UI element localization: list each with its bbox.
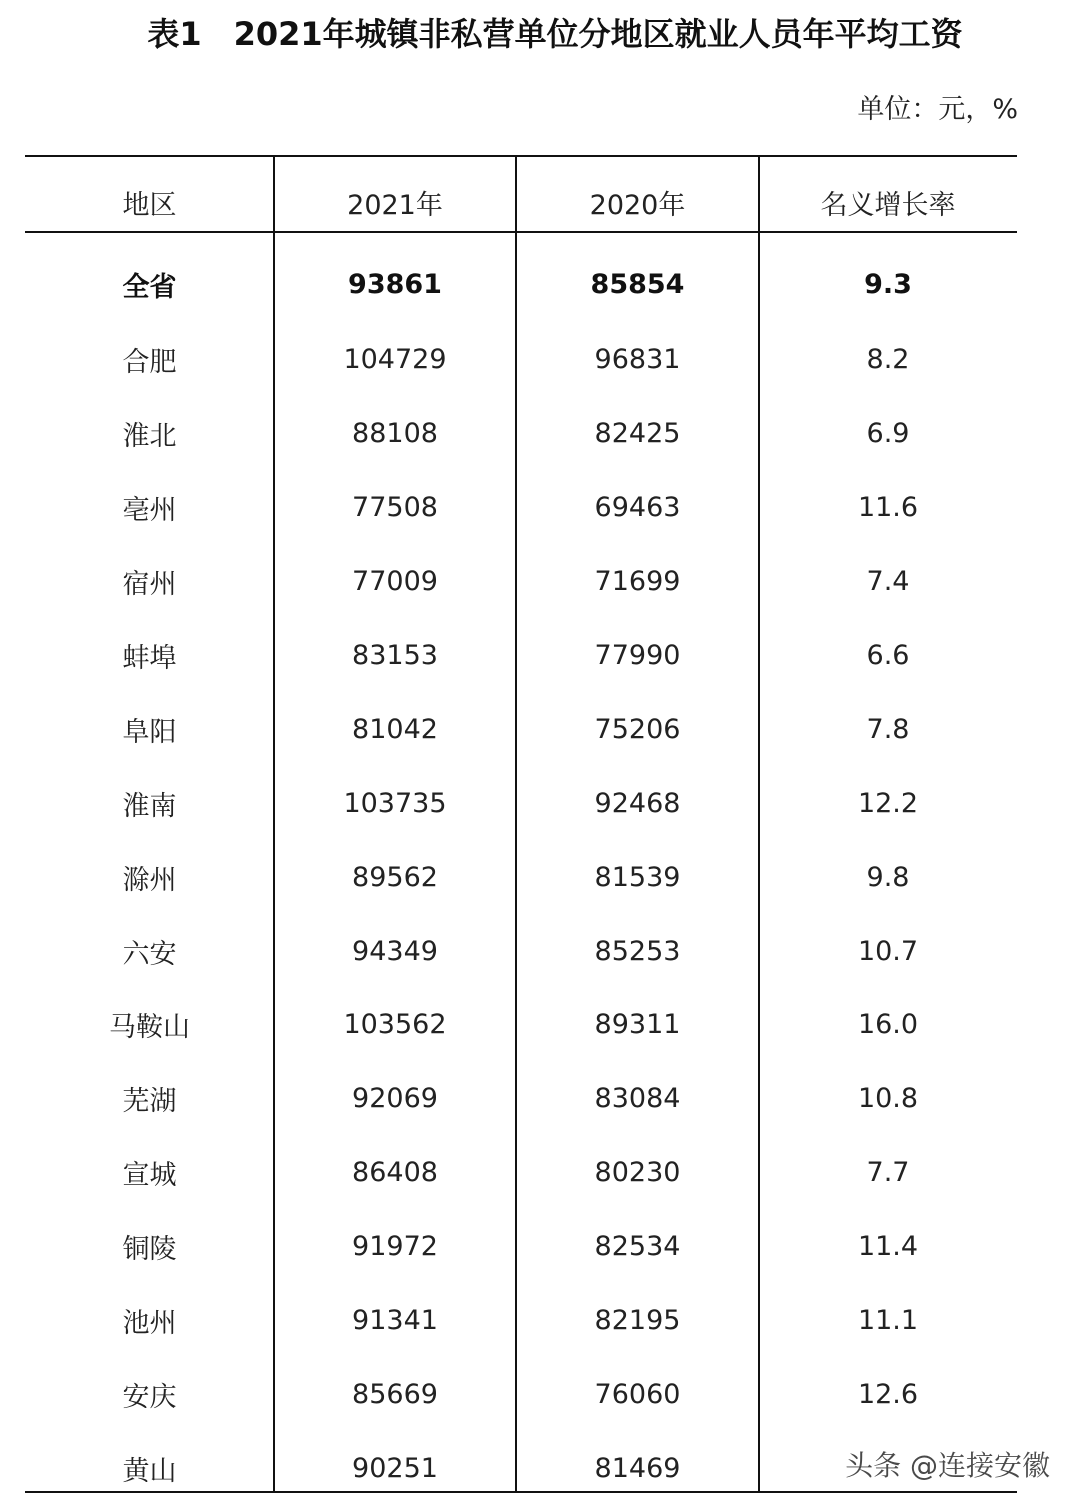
table-row: [25, 471, 1017, 545]
cell-growth-rate: 7.4: [866, 566, 910, 598]
table-row: [25, 988, 1017, 1062]
cell-wage-2021: 93861: [348, 268, 442, 300]
cell-region: 阜阳: [122, 716, 177, 748]
table-row: [25, 545, 1017, 619]
cell-wage-2021: 103562: [343, 1009, 447, 1041]
cell-wage-2020: 83084: [594, 1083, 681, 1115]
cell-growth-rate: 7.8: [866, 713, 910, 745]
table-row-province-total: [25, 233, 1017, 323]
cell-region: 马鞍山: [109, 1012, 190, 1044]
cell-wage-2021: 77508: [352, 492, 438, 524]
header-2021: 2021年: [347, 190, 443, 221]
table-row: [25, 1062, 1017, 1136]
table-row: [25, 397, 1017, 471]
cell-wage-2021: 90251: [352, 1452, 438, 1484]
cell-region: 合肥: [122, 347, 177, 379]
cell-wage-2021: 103735: [343, 787, 447, 819]
cell-wage-2021: 92069: [352, 1083, 438, 1115]
cell-region: 铜陵: [122, 1234, 177, 1266]
table-body: [25, 233, 1017, 1505]
cell-wage-2021: 88108: [352, 418, 438, 450]
cell-growth-rate: 16.0: [857, 1009, 919, 1041]
cell-growth-rate: 7.7: [866, 1157, 910, 1189]
table-row: [25, 692, 1017, 766]
cell-growth-rate: 11.6: [857, 492, 919, 524]
header-region: 地区: [122, 190, 177, 221]
table-row: [25, 1357, 1017, 1431]
header-growth-rate: 名义增长率: [820, 190, 956, 221]
cell-wage-2021: 104729: [343, 344, 447, 376]
cell-growth-rate: 12.6: [857, 1378, 919, 1410]
table-row: [25, 1210, 1017, 1284]
cell-growth-rate: 6.6: [866, 640, 910, 671]
table-row: [25, 323, 1017, 397]
cell-wage-2020: 81469: [594, 1452, 681, 1484]
table-row: [25, 914, 1017, 988]
cell-growth-rate: 6.9: [866, 418, 910, 450]
cell-wage-2020: 69463: [594, 492, 681, 524]
cell-wage-2020: 75206: [594, 713, 681, 745]
table-row: [25, 766, 1017, 840]
cell-wage-2020: 82534: [594, 1231, 681, 1263]
cell-wage-2020: 76060: [594, 1378, 681, 1410]
watermark: 头条 @连接安徽: [841, 1446, 1054, 1486]
cell-wage-2021: 77009: [352, 566, 438, 598]
cell-wage-2020: 92468: [594, 787, 681, 819]
cell-wage-2020: 82425: [594, 418, 681, 450]
cell-growth-rate: 10.7: [857, 935, 919, 967]
cell-wage-2020: 85854: [590, 268, 685, 300]
header-2020: 2020年: [589, 190, 686, 221]
table-row: [25, 619, 1017, 693]
table-row: [25, 840, 1017, 914]
cell-wage-2020: 82195: [594, 1305, 681, 1337]
cell-wage-2021: 94349: [352, 935, 438, 967]
cell-growth-rate: 8.2: [866, 344, 910, 376]
cell-wage-2020: 89311: [594, 1009, 681, 1041]
cell-growth-rate: 9.8: [866, 861, 910, 893]
unit-note: 单位：元，%: [857, 94, 1018, 125]
cell-growth-rate: 10.8: [857, 1083, 919, 1115]
cell-growth-rate: 9.3: [864, 268, 912, 300]
cell-region: 黄山: [122, 1455, 177, 1487]
wage-table-container: [25, 155, 1017, 1495]
cell-wage-2021: 91972: [352, 1231, 438, 1263]
cell-wage-2021: 85669: [352, 1378, 438, 1410]
cell-region: 池州: [122, 1308, 177, 1340]
cell-region: 芜湖: [122, 1086, 177, 1118]
cell-wage-2020: 81539: [594, 861, 681, 893]
cell-region: 宿州: [122, 569, 177, 601]
cell-region: 蚌埠: [122, 643, 177, 674]
cell-region: 淮南: [122, 790, 177, 822]
table-row: [25, 1136, 1017, 1210]
table-title: 表1 2021年城镇非私营单位分地区就业人员年平均工资: [147, 15, 963, 53]
cell-region: 宣城: [122, 1160, 177, 1192]
cell-region: 淮北: [122, 421, 177, 453]
cell-region: 六安: [122, 938, 177, 970]
cell-wage-2021: 81042: [352, 713, 438, 745]
cell-region: 滁州: [122, 864, 177, 896]
cell-wage-2020: 85253: [594, 935, 681, 967]
cell-wage-2021: 89562: [352, 861, 438, 893]
cell-growth-rate: 11.4: [857, 1231, 919, 1263]
cell-region: 亳州: [122, 495, 177, 527]
cell-region: 全省: [122, 271, 177, 303]
table-header-row: [25, 155, 1017, 233]
cell-growth-rate: 11.1: [857, 1305, 919, 1337]
cell-region: 安庆: [122, 1381, 177, 1413]
cell-wage-2021: 83153: [352, 640, 438, 671]
cell-growth-rate: 12.2: [857, 787, 919, 819]
table-row: [25, 1284, 1017, 1358]
cell-wage-2020: 96831: [594, 344, 681, 376]
cell-wage-2020: 77990: [594, 640, 681, 671]
cell-wage-2020: 80230: [594, 1157, 681, 1189]
cell-wage-2021: 86408: [352, 1157, 438, 1189]
cell-wage-2020: 71699: [594, 566, 681, 598]
wage-table: [25, 155, 1017, 1505]
cell-wage-2021: 91341: [352, 1305, 438, 1337]
